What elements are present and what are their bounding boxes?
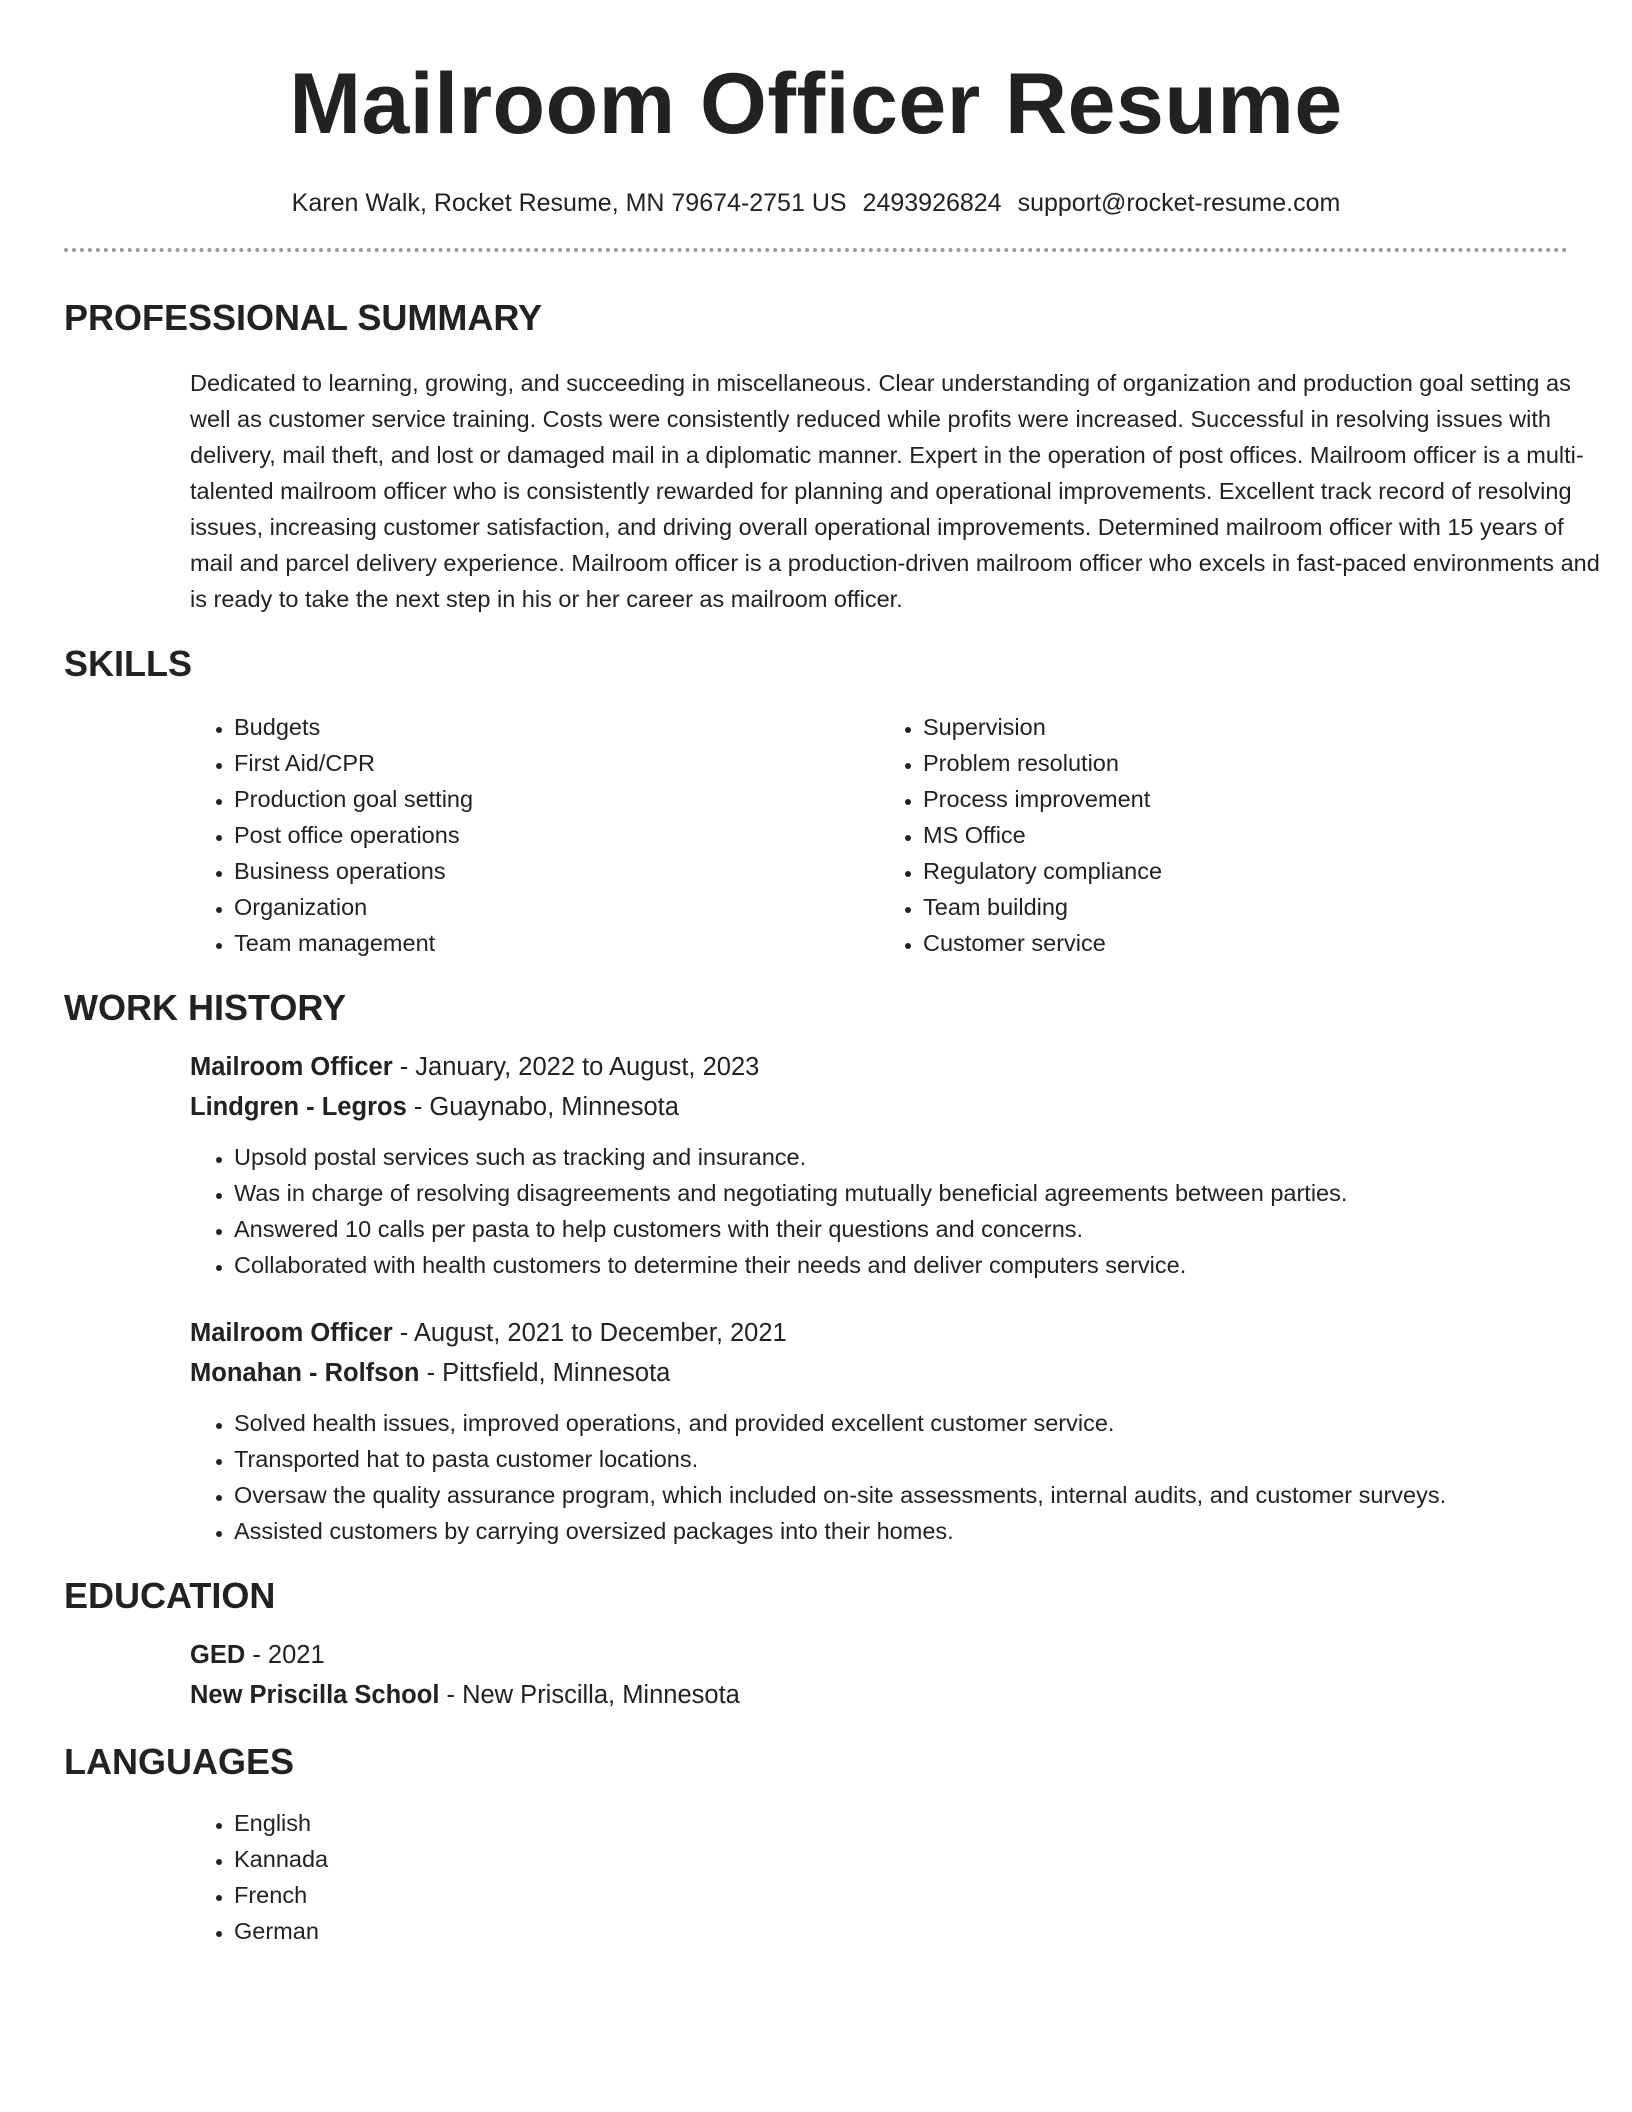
job-location: - Pittsfield, Minnesota xyxy=(419,1359,671,1387)
job-bullet: • Transported hat to pasta customer locations. xyxy=(234,1441,1568,1477)
skills-list-right xyxy=(879,709,1568,961)
resume-title: Mailroom Officer Resume xyxy=(289,56,1343,152)
job-bullets xyxy=(64,1139,1568,1283)
contact-phone: 2493926824 xyxy=(862,189,1002,217)
job-bullets xyxy=(64,1405,1568,1549)
contact-line xyxy=(64,188,1568,218)
header-divider xyxy=(64,248,1568,252)
skill-item: • Production goal setting xyxy=(234,781,879,817)
education-degree: GED xyxy=(190,1641,246,1669)
skill-item: • Supervision xyxy=(923,709,1568,745)
work-section xyxy=(64,987,1568,1549)
skill-item: • Customer service xyxy=(923,925,1568,961)
languages-list xyxy=(64,1805,1568,1949)
job-title-line xyxy=(190,1047,1568,1087)
contact-email: support@rocket-resume.com xyxy=(1017,189,1341,217)
education-school: New Priscilla School xyxy=(190,1681,440,1709)
job-location: - Guaynabo, Minnesota xyxy=(406,1093,679,1121)
skill-item: • Business operations xyxy=(234,853,879,889)
skill-item: • MS Office xyxy=(923,817,1568,853)
job-bullet: • Answered 10 calls per pasta to help customers with their questions and concerns. xyxy=(234,1211,1568,1247)
language-item: • English xyxy=(234,1805,1568,1841)
skill-item: • Team management xyxy=(234,925,879,961)
education-heading: EDUCATION xyxy=(64,1575,276,1616)
skill-item: • Problem resolution xyxy=(923,745,1568,781)
job-company: Monahan - Rolfson xyxy=(190,1359,420,1387)
job-title: Mailroom Officer xyxy=(190,1319,393,1347)
work-heading: WORK HISTORY xyxy=(64,987,347,1028)
job-dates: - August, 2021 to December, 2021 xyxy=(392,1319,787,1347)
education-school-line xyxy=(190,1675,1568,1715)
languages-heading: LANGUAGES xyxy=(64,1741,295,1782)
skills-heading: SKILLS xyxy=(64,643,193,684)
job-bullet: • Assisted customers by carrying oversized packages into their homes. xyxy=(234,1513,1568,1549)
job-bullet: • Was in charge of resolving disagreements and negotiating mutually beneficial agreements between parties. xyxy=(234,1175,1568,1211)
job-title-line xyxy=(190,1313,1568,1353)
contact-address: Karen Walk, Rocket Resume, MN 79674-2751 US xyxy=(291,189,847,217)
education-section xyxy=(64,1575,1568,1715)
education-year: - 2021 xyxy=(245,1641,325,1669)
job-company-line xyxy=(190,1087,1568,1127)
education-location: - New Priscilla, Minnesota xyxy=(439,1681,740,1709)
skill-item: • First Aid/CPR xyxy=(234,745,879,781)
skill-item: • Post office operations xyxy=(234,817,879,853)
skill-item: • Regulatory compliance xyxy=(923,853,1568,889)
skills-grid xyxy=(190,709,1568,961)
education-degree-line xyxy=(190,1635,1568,1675)
skills-list-left xyxy=(190,709,879,961)
language-item: • German xyxy=(234,1913,1568,1949)
summary-heading: PROFESSIONAL SUMMARY xyxy=(64,297,543,338)
summary-section xyxy=(64,297,1600,617)
summary-text: Dedicated to learning, growing, and succeeding in miscellaneous. Clear understanding of organization and production goal setting as well as customer service training. Costs were consistently reduced while profits were increased. Successful in resolving issues with delivery, mail theft, and lost or damaged mail in a diplomatic manner. Expert in the operation of post offices. Mailroom officer is a multi-talented mailroom officer who is consistently rewarded for planning and operational improvements. Excellent track record of resolving issues, increasing customer satisfaction, and driving overall operational improvements. Determined mailroom officer with 15 years of mail and parcel delivery experience. Mailroom officer is a production-driven mailroom officer who excels in fast-paced environments and is ready to take the next step in his or her career as mailroom officer. xyxy=(190,370,1600,612)
skill-item: • Organization xyxy=(234,889,879,925)
languages-section xyxy=(64,1741,1568,1949)
skill-item: • Budgets xyxy=(234,709,879,745)
job-entry xyxy=(190,1047,1568,1283)
job-bullet: • Solved health issues, improved operations, and provided excellent customer service. xyxy=(234,1405,1568,1441)
skill-item: • Team building xyxy=(923,889,1568,925)
language-item: • French xyxy=(234,1877,1568,1913)
job-entry xyxy=(190,1313,1568,1549)
job-title: Mailroom Officer xyxy=(190,1053,393,1081)
job-bullet: • Upsold postal services such as tracking and insurance. xyxy=(234,1139,1568,1175)
job-dates: - January, 2022 to August, 2023 xyxy=(392,1053,760,1081)
job-bullet: • Oversaw the quality assurance program, which included on-site assessments, internal audits, and customer surveys. xyxy=(234,1477,1568,1513)
job-company-line xyxy=(190,1353,1568,1393)
language-item: • Kannada xyxy=(234,1841,1568,1877)
skills-section xyxy=(64,643,1568,961)
education-entry xyxy=(190,1635,1568,1715)
skill-item: • Process improvement xyxy=(923,781,1568,817)
job-bullet: • Collaborated with health customers to determine their needs and deliver computers service. xyxy=(234,1247,1568,1283)
job-company: Lindgren - Legros xyxy=(190,1093,407,1121)
